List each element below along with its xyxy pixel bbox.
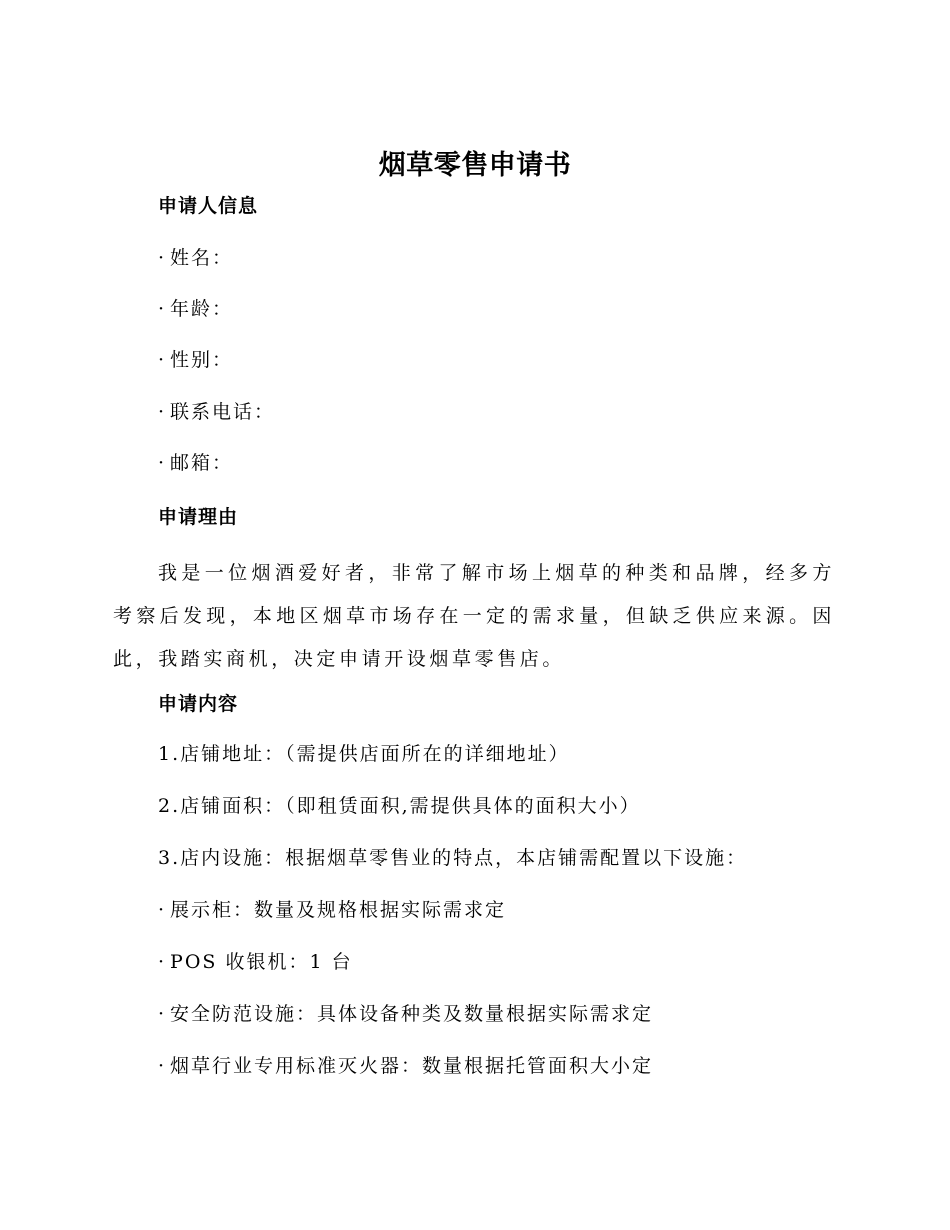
bullet-marker: · bbox=[158, 1055, 165, 1077]
facility-display-cabinet bbox=[158, 896, 506, 924]
field-label: 年龄： bbox=[170, 298, 234, 320]
facility-text: 展示柜：数量及规格根据实际需求定 bbox=[170, 899, 507, 921]
field-email bbox=[158, 449, 233, 477]
field-label: 联系电话： bbox=[170, 401, 276, 423]
field-phone bbox=[158, 398, 275, 426]
section-heading-applicant-info: 申请人信息 bbox=[158, 195, 259, 217]
section-heading-reason: 申请理由 bbox=[158, 506, 239, 528]
field-label: 姓名： bbox=[170, 247, 234, 269]
facility-text: 安全防范设施：具体设备种类及数量根据实际需求定 bbox=[170, 1003, 654, 1025]
bullet-marker: · bbox=[158, 899, 165, 921]
facility-security bbox=[158, 1000, 653, 1028]
bullet-marker: · bbox=[158, 452, 165, 474]
document-title: 烟草零售申请书 bbox=[378, 150, 572, 181]
reason-paragraph: 我是一位烟酒爱好者，非常了解市场上烟草的种类和品牌，经多方考察后发现，本地区烟草市场存在一定的需求量，但缺乏供应来源。因此，我踏实商机，决定申请开设烟草零售店。 bbox=[113, 562, 835, 670]
facility-text: POS 收银机：1 台 bbox=[170, 951, 353, 973]
field-name bbox=[158, 244, 233, 272]
facility-text: 烟草行业专用标准灭火器：数量根据托管面积大小定 bbox=[170, 1055, 654, 1077]
bullet-marker: · bbox=[158, 1003, 165, 1025]
bullet-marker: · bbox=[158, 401, 165, 423]
section-heading-content: 申请内容 bbox=[158, 693, 239, 715]
field-label: 邮箱： bbox=[170, 452, 234, 474]
content-item-area: 2.店铺面积：（即租赁面积,需提供具体的面积大小） bbox=[158, 795, 641, 817]
field-age bbox=[158, 295, 233, 323]
bullet-marker: · bbox=[158, 298, 165, 320]
bullet-marker: · bbox=[158, 247, 165, 269]
field-label: 性别： bbox=[170, 349, 234, 371]
bullet-marker: · bbox=[158, 349, 165, 371]
content-item-address: 1.店铺地址：（需提供店面所在的详细地址） bbox=[158, 743, 570, 765]
content-item-facilities: 3.店内设施：根据烟草零售业的特点，本店铺需配置以下设施： bbox=[158, 847, 748, 869]
facility-fire-extinguisher bbox=[158, 1052, 653, 1080]
facility-pos-register bbox=[158, 948, 353, 976]
field-gender bbox=[158, 346, 233, 374]
bullet-marker: · bbox=[158, 951, 165, 973]
